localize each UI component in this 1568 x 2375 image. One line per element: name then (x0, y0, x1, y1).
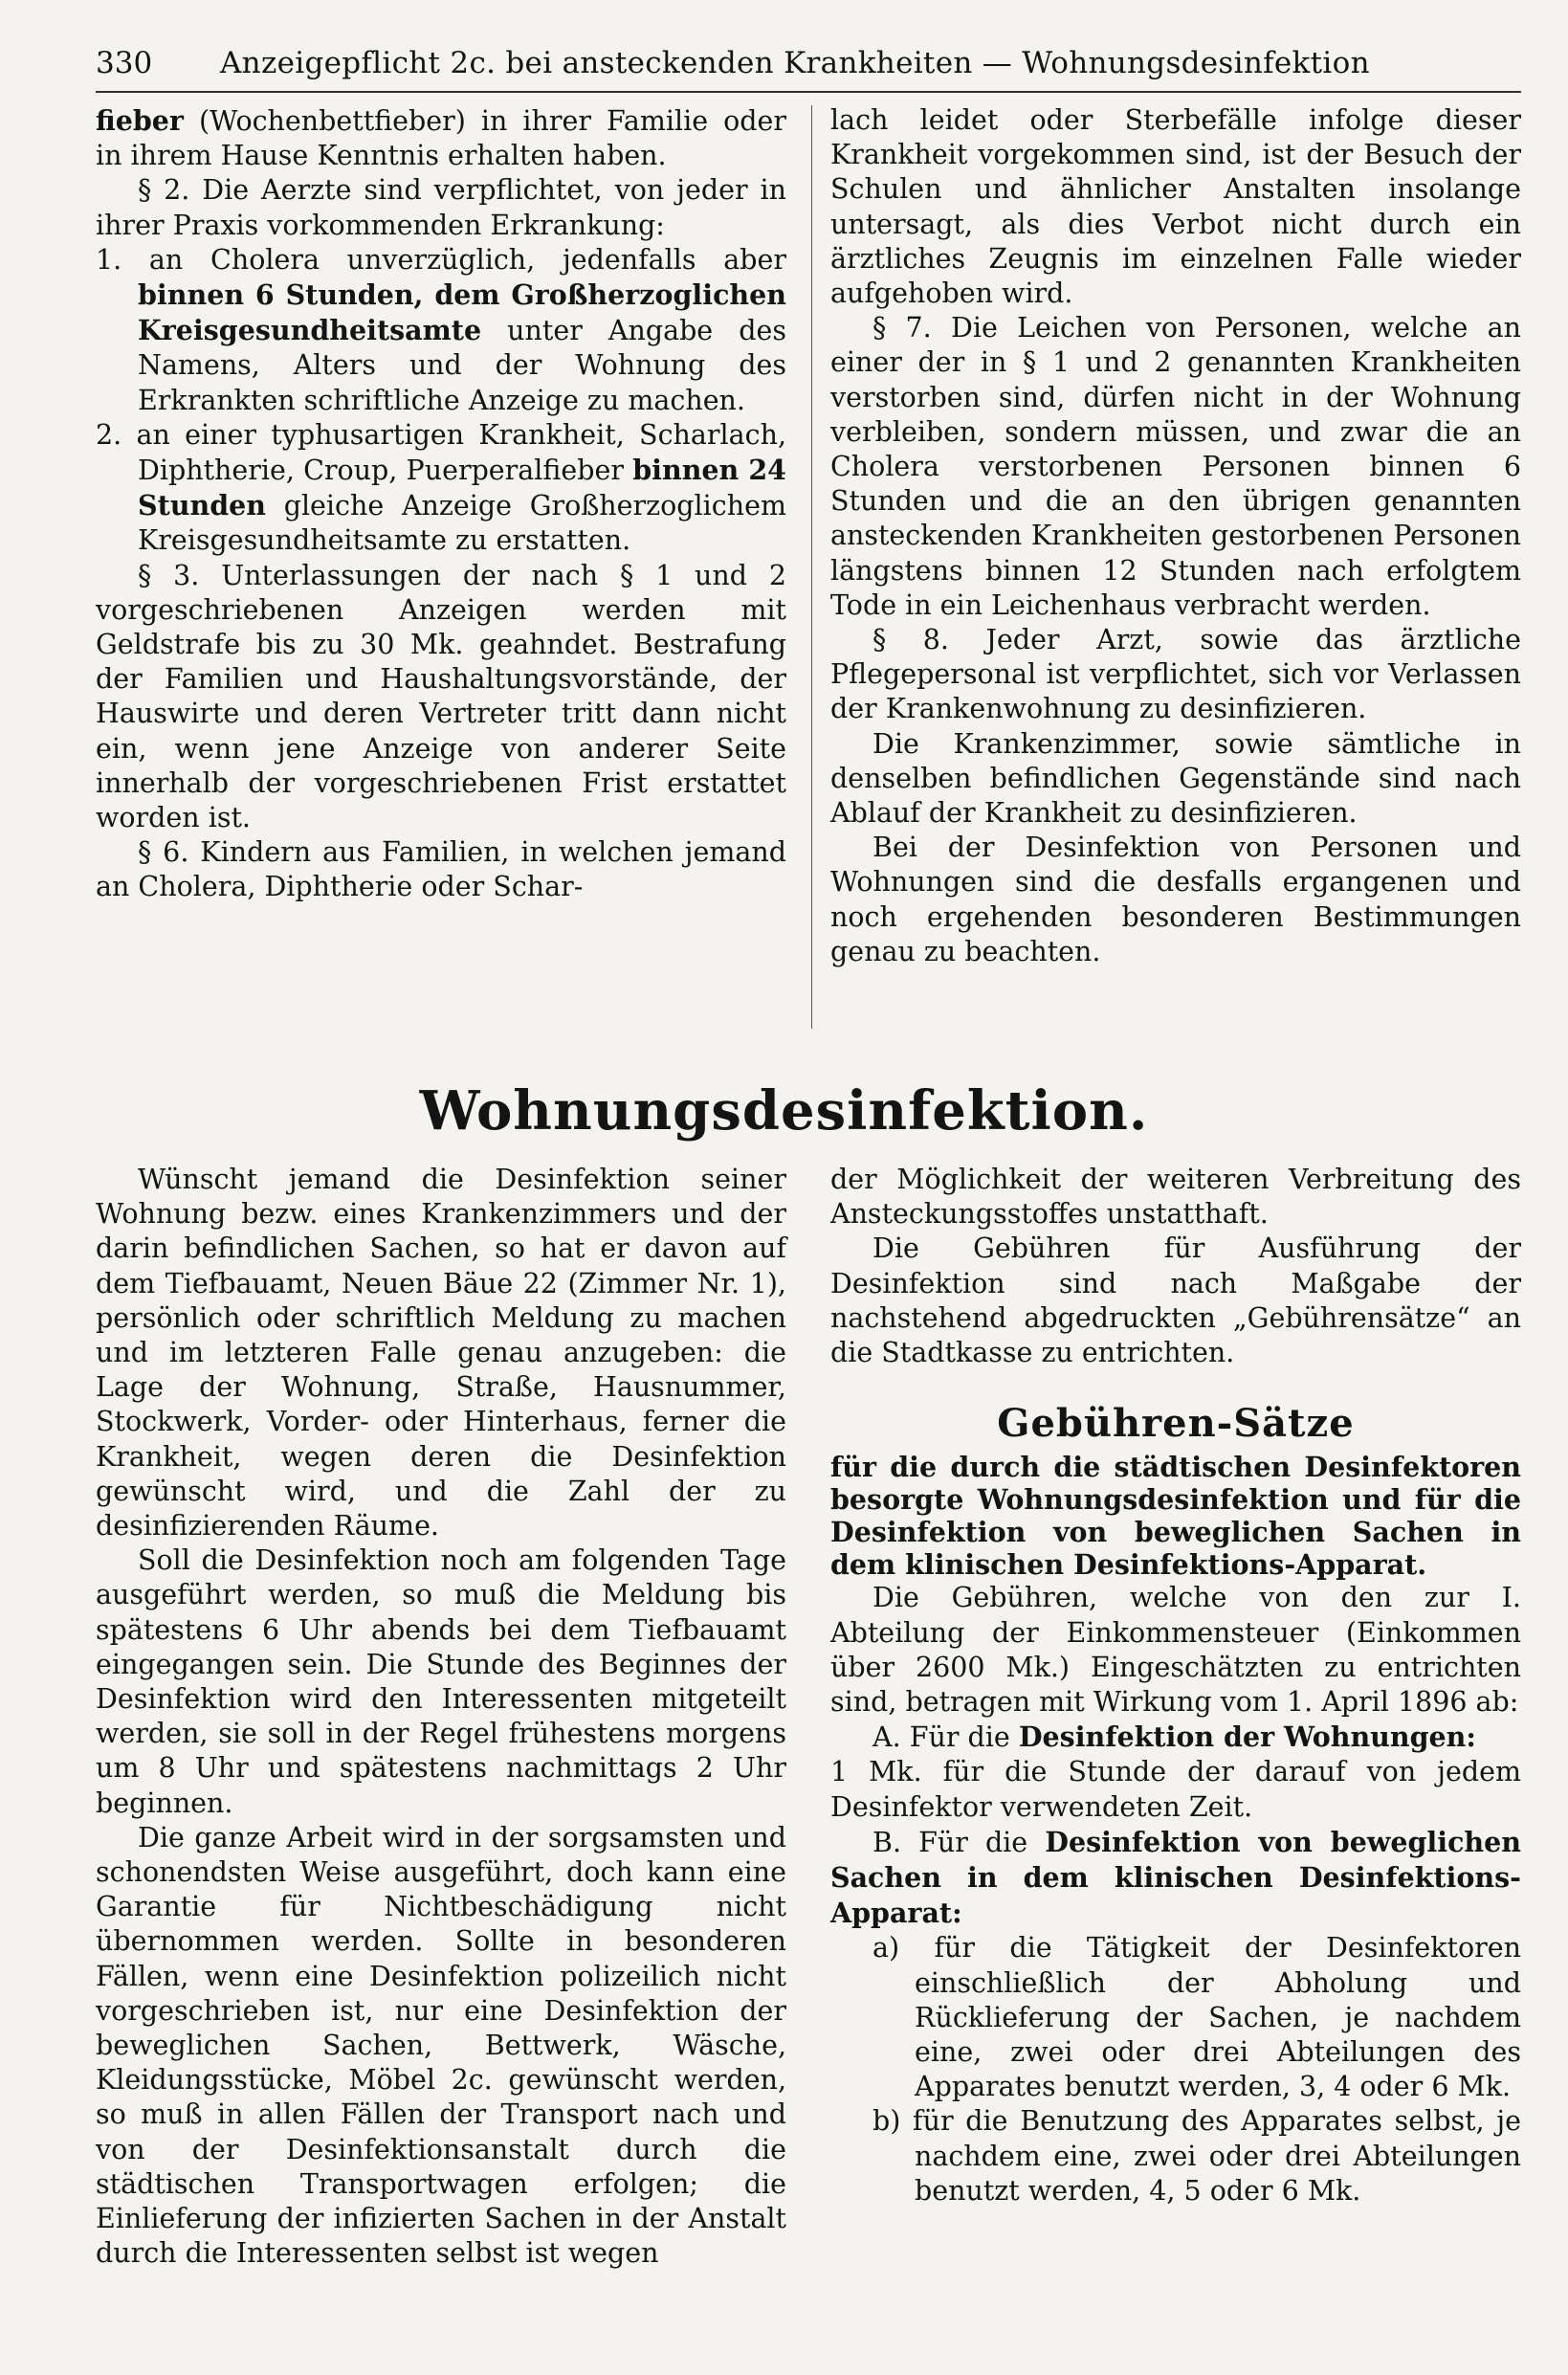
paragraph (96, 103, 786, 173)
lower-left-column (96, 1163, 786, 2272)
item-text: unter Angabe des Namens, Alters und der Wohnung des Erkrankten schriftliche Anzeige zu machen. (138, 315, 786, 416)
item-text: 1. an Cholera unverzüglich, jedenfalls aber (96, 243, 786, 276)
paragraph-section-7: § 7. Die Leichen von Personen, welche an einer der in § 1 und 2 genannten Krankheiten verstorben sind, dürfen nicht in der Wohnung verbleiben, sondern müssen, und zwar die an Cholera verstorbenen Personen binnen 6 Stunden und die an den übrigen genannten ansteckenden Krankheiten gestorbenen Personen längstens binnen 12 Stunden nach erfolgtem Tode in ein Leichenhaus verbracht werden. (830, 312, 1521, 621)
paragraph: Die ganze Arbeit wird in der sorgsamsten und schonendsten Weise ausgeführt, doch kann eine Garantie für Nichtbeschädigung nicht übernommen werden. Sollte in besonderen Fällen, wenn eine Desinfektion polizeilich nicht vorgeschrieben ist, nur eine Desinfektion der beweglichen Sachen, Bettwerk, Wäsche, Kleidungsstücke, Möbel 2c. gewünscht werden, so muß in allen Fällen der Transport nach und von der Desinfektionsanstalt durch die städtischen Transportwagen erfolgen; die Einlieferung der infizierten Sachen in der Anstalt durch die Interessenten selbst ist wegen (96, 1821, 786, 2270)
bold-text: Desinfektion der Wohnungen: (1018, 1720, 1476, 1754)
item-lead: A. Für die (872, 1721, 1019, 1754)
bold-word: fieber (96, 104, 184, 137)
page-number: 330 (96, 46, 153, 80)
bold-text: binnen 6 Stunden, dem Großherzoglichen Kreisgesundheitsamte (138, 278, 786, 347)
paragraph: lach leidet oder Sterbefälle infolge dieser Krankheit vorgekommen sind, ist der Besuch der Schulen und ähnlicher Anstalten insolange untersagt, als dies Verbot nicht durch ein ärztliches Zeugnis im einzelnen Falle wieder aufgehoben wird. (830, 104, 1521, 310)
list-item-1 (96, 243, 786, 418)
paragraph: Wünscht jemand die Desinfektion seiner Wohnung bezw. eines Krankenzimmers und der darin befindlichen Sachen, so hat er davon auf dem Tiefbauamt, Neuen Bäue 22 (Zimmer Nr. 1), persönlich oder schriftlich Meldung zu machen und im letzteren Falle genau anzugeben: die Lage der Wohnung, Straße, Hausnummer, Stockwerk, Vorder- oder Hinterhaus, ferner die Krankheit, wegen deren die Desinfektion gewünscht wird, und die Zahl der zu desinfizierenden Räume. (96, 1164, 786, 1543)
fee-item-a-text: 1 Mk. für die Stunde der darauf von jedem Desinfektor verwendeten Zeit. (830, 1756, 1521, 1823)
item-text: gleiche Anzeige Großherzoglichem Kreisgesundheitsamte zu erstatten. (138, 490, 786, 557)
bold-text: binnen 24 Stunden (138, 454, 786, 522)
item-lead: B. Für die (872, 1826, 1046, 1858)
fee-item-a (830, 1720, 1521, 1755)
header-rule (96, 91, 1521, 93)
running-header (96, 46, 1531, 88)
bold-text: Desinfektion von beweglichen Sachen in dem klinischen Desinfektions-Apparat: (830, 1825, 1521, 1930)
fee-subitem-a: a) für die Tätigkeit der Desinfektoren einschließlich der Abholung und Rücklieferung der Sachen, je nachdem eine, zwei oder drei Abteilungen des Apparates benutzt werden, 3, 4 oder 6 Mk. (872, 1932, 1521, 2103)
paragraph: Die Gebühren für Ausführung der Desinfektion sind nach Maßgabe der nachstehend abgedruckten „Gebührensätze“ an die Stadtkasse zu entrichten. (830, 1232, 1521, 1369)
paragraph: der Möglichkeit der weiteren Verbreitung des Ansteckungsstoffes unstatthaft. (830, 1164, 1521, 1231)
paragraph-text: (Wochenbettfieber) in ihrer Familie oder in ihrem Hause Kenntnis erhalten haben. (96, 105, 786, 172)
upper-left-column (96, 103, 786, 905)
running-title: Anzeigepflicht 2c. bei ansteckenden Krankheiten — Wohnungsdesinfektion (220, 46, 1370, 80)
section-title: Wohnungsdesinfektion. (419, 1079, 1149, 1143)
paragraph-section-8: § 8. Jeder Arzt, sowie das ärztliche Pflegepersonal ist verpflichtet, sich vor Verlassen der Krankenwohnung zu desinfizieren. (830, 624, 1521, 725)
fee-subtitle: für die durch die städtischen Desinfektoren besorgte Wohnungsdesinfektion und für die Desinfektion von beweglichen Sachen in dem klinischen Desinfektions-Apparat. (830, 1451, 1521, 1582)
paragraph: Die Krankenzimmer, sowie sämtliche in denselben befindlichen Gegenstände sind nach Ablauf der Krankheit zu desinfizieren. (830, 727, 1521, 830)
paragraph: Soll die Desinfektion noch am folgenden Tage ausgeführt werden, so muß die Meldung bis spätestens 6 Uhr abends bei dem Tiefbauamt eingegangen sein. Die Stunde des Beginnes der Desinfektion wird den Interessenten mitgeteilt werden, sie soll in der Regel frühestens morgens um 8 Uhr und spätestens nachmittags 2 Uhr beginnen. (96, 1544, 786, 1819)
list-item-2 (96, 418, 786, 559)
paragraph-section-2: § 2. Die Aerzte sind verpflichtet, von jeder in ihrer Praxis vorkommenden Erkrankung: (96, 174, 786, 241)
upper-right-column (830, 103, 1521, 969)
column-divider (811, 105, 812, 1029)
fee-title: Gebühren-Sätze (997, 1401, 1355, 1447)
lower-right-column (830, 1163, 1521, 2209)
paragraph-section-3: § 3. Unterlassungen der nach § 1 und 2 vorgeschriebenen Anzeigen werden mit Geldstrafe bis zu 30 Mk. geahndet. Bestrafung der Familien und Haushaltungsvorstände, der Hauswirte und deren Vertreter tritt dann nicht ein, wenn jene Anzeige von anderer Seite innerhalb der vorgeschriebenen Frist erstattet worden ist. (96, 559, 786, 834)
paragraph: Bei der Desinfektion von Personen und Wohnungen sind die desfalls ergangenen und noch ergehenden besonderen Bestimmungen genau zu beachten. (830, 832, 1521, 967)
paragraph-section-6: § 6. Kindern aus Familien, in welchen jemand an Cholera, Diphtherie oder Schar- (96, 836, 786, 903)
fee-item-b (830, 1825, 1521, 1932)
paragraph: Die Gebühren, welche von den zur I. Abteilung der Einkommensteuer (Einkommen über 2600 Mk.) Eingeschätzten zu entrichten sind, betragen mit Wirkung vom 1. April 1896 ab: (830, 1582, 1521, 1719)
item-text: 2. an einer typhusartigen Krankheit, Scharlach, Diphtherie, Croup, Puerperalfieber (96, 418, 786, 487)
fee-subitem-b: b) für die Benutzung des Apparates selbst, je nachdem eine, zwei oder drei Abteilungen benutzt werden, 4, 5 oder 6 Mk. (872, 2105, 1521, 2207)
